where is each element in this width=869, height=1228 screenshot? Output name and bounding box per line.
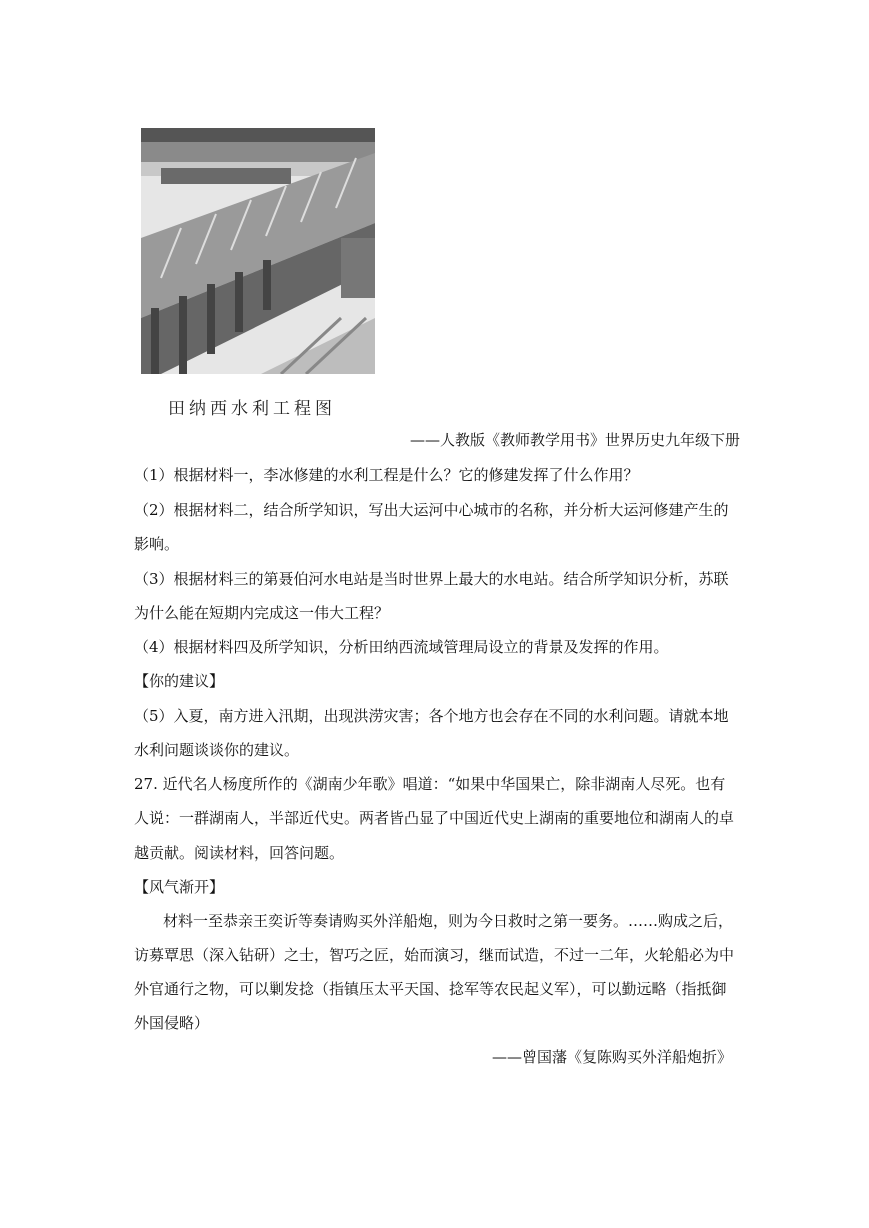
question-2-line-1: （2）根据材料二，结合所学知识，写出大运河中心城市的名称，并分析大运河修建产生的 — [134, 501, 729, 519]
material-1-line-1: 材料一至恭亲王奕䜣等奏请购买外洋船炮，则为今日救时之第一要务。……购成之后， — [163, 912, 734, 930]
material-1-line-4: 外国侵略） — [134, 1014, 210, 1032]
figure-caption: 田纳西水利工程图 — [168, 399, 336, 419]
question-27-line-3: 越贡献。阅读材料，回答问题。 — [134, 844, 345, 862]
material-1-source: ——曾国藩《复陈购买外洋船炮折》 — [491, 1048, 732, 1066]
question-1: （1）根据材料一，李冰修建的水利工程是什么？它的修建发挥了什么作用？ — [134, 466, 639, 484]
figure-source: ——人教版《教师教学用书》世界历史九年级下册 — [409, 431, 740, 449]
question-5-line-2: 水利问题谈谈你的建议。 — [134, 741, 300, 759]
question-5-line-1: （5）入夏，南方进入汛期，出现洪涝灾害；各个地方也会存在不同的水利问题。请就本地 — [134, 707, 729, 725]
section-fengqi-heading: 【风气渐开】 — [134, 878, 225, 896]
material-1-line-3: 外官通行之物，可以剿发捻（指镇压太平天国、捻军等农民起义军），可以勤远略（指抵御 — [134, 980, 727, 998]
question-4: （4）根据材料四及所学知识，分析田纳西流域管理局设立的背景及发挥的作用。 — [134, 638, 669, 656]
question-27-line-2: 人说：一群湖南人，半部近代史。两者皆凸显了中国近代史上湖南的重要地位和湖南人的卓 — [134, 809, 735, 827]
section-suggestion-heading: 【你的建议】 — [134, 672, 225, 690]
question-2-line-2: 影响。 — [134, 535, 180, 553]
question-27-line-1: 27. 近代名人杨度所作的《湖南少年歌》唱道：“如果中华国果亡，除非湖南人尽死。也有 — [134, 775, 726, 793]
question-3-line-2: 为什么能在短期内完成这一伟大工程？ — [134, 604, 390, 622]
material-1-line-2: 访募覃思（深入钻研）之士，智巧之匠，始而演习，继而试造，不过一二年，火轮船必为中 — [134, 946, 735, 964]
question-3-line-1: （3）根据材料三的第聂伯河水电站是当时世界上最大的水电站。结合所学知识分析，苏联 — [134, 570, 729, 588]
dam-photo — [141, 128, 375, 374]
